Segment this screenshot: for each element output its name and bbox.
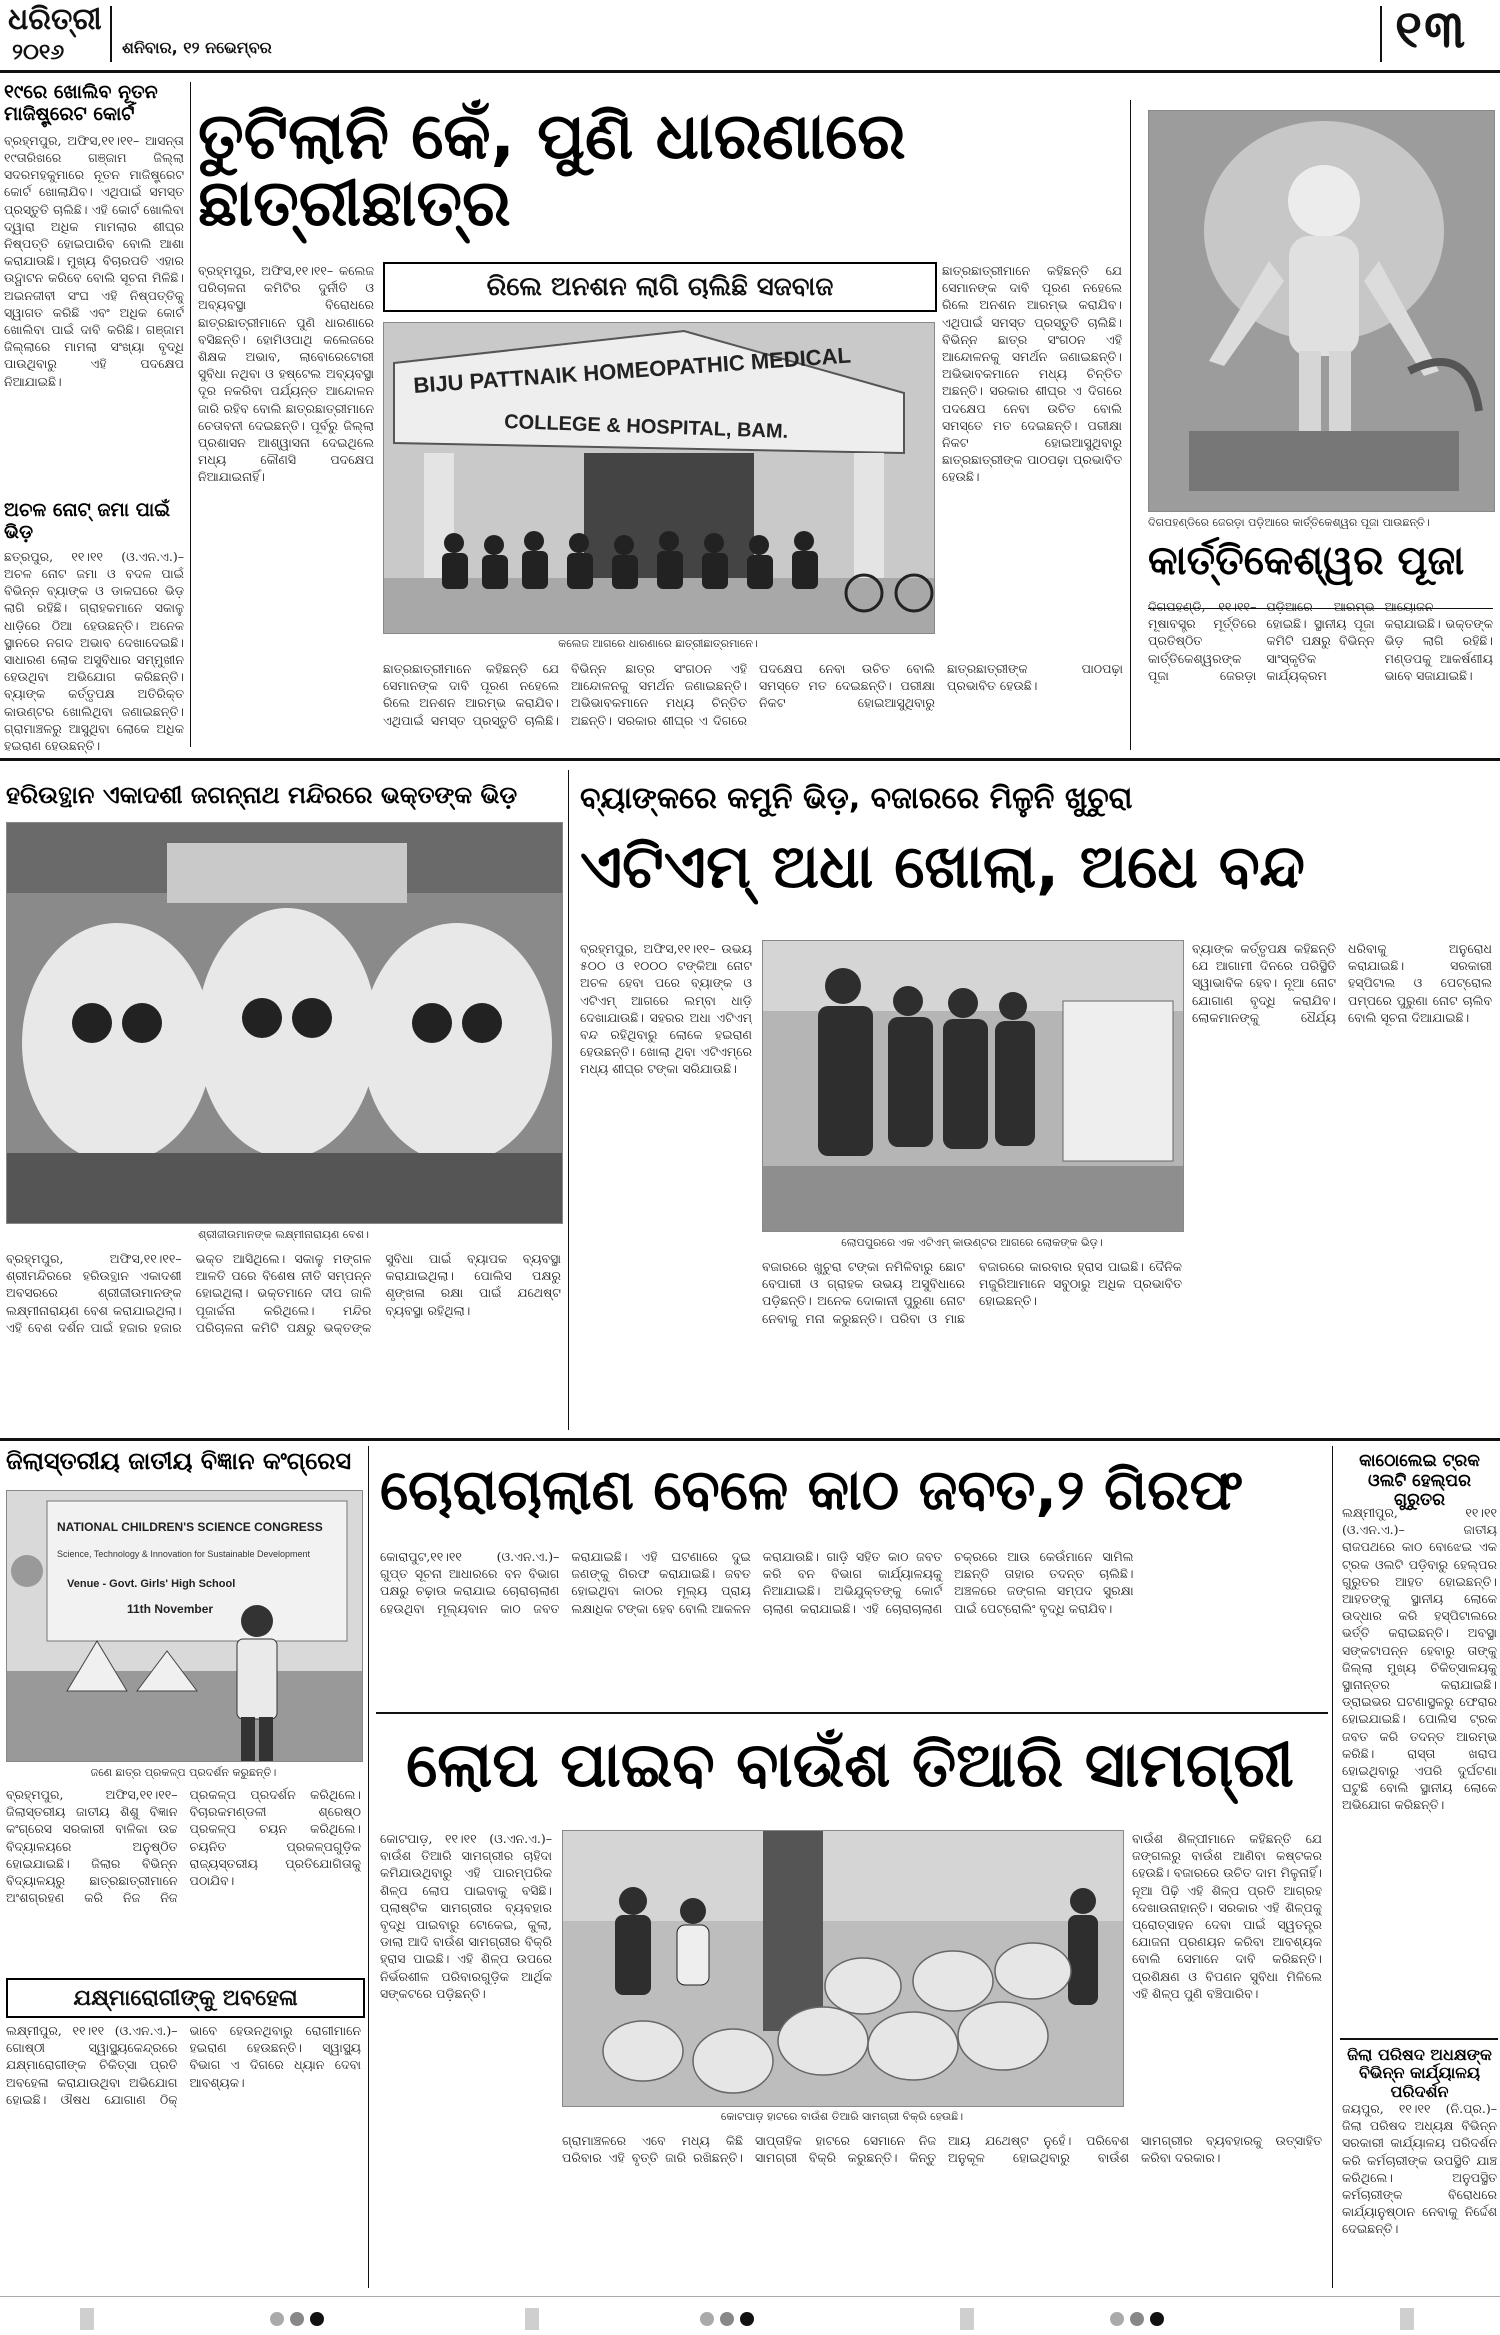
photo-caption: ଶ୍ରୀଜୀଉମାନଙ୍କ ଲକ୍ଷ୍ମୀନାରାୟଣ ବେଶ। xyxy=(198,1228,369,1241)
atm-queue-illustration xyxy=(763,941,1183,1231)
story-headline: ଅଚଳ ନୋଟ୍ ଜମା ପାଇଁ ଭିଡ଼ xyxy=(4,499,171,543)
registration-dot xyxy=(720,2312,734,2326)
registration-dot xyxy=(1150,2312,1164,2326)
atm-body-under-photo: ବଜାରରେ ଖୁଚୁରା ଟଙ୍କା ନମିଳିବାରୁ ଛୋଟ ବେପାରୀ ଓ ଗ୍ରାହକ ଉଭୟ ଅସୁବିଧାରେ ପଡ଼ିଛନ୍ତି। ଅନେକ ଦୋକାନୀ ପୁରୁଣା ନୋଟ ନେବାକୁ ମନା କରୁଛନ୍ତି। ପରିବା ଓ ମାଛ ବଜାରରେ କାରବାର ହ୍ରାସ ପାଇଛି। ଦୈନିକ ମଜୁରିଆମାନେ ସବୁଠାରୁ ଅଧିକ ପ୍ରଭାବିତ ହୋଇଛନ୍ତି। xyxy=(762,1259,1182,1326)
registration-square xyxy=(80,2308,94,2330)
masthead xyxy=(0,0,1500,70)
atm-queue-photo xyxy=(762,940,1184,1232)
tb-headline: ଯକ୍ଷ୍ମାରୋଗୀଙ୍କୁ ଅବହେଳା xyxy=(73,1985,298,2011)
story-headline: ୧୯ରେ ଖୋଲିବ ନୂତନ ମାଜିଷ୍ଟ୍ରେଟ କୋର୍ଟ xyxy=(4,81,158,125)
science-congress-photo xyxy=(6,1490,363,1762)
timber-body: କୋରାପୁଟ,୧୧।୧୧ (ଓ.ଏନ.ଏ.)– ଗୁପ୍ତ ସୂଚନା ଆଧାରରେ ବନ ବିଭାଗ ପକ୍ଷରୁ ଚଢ଼ାଉ କରାଯାଇ ଚୋରାଚାଲାଣ ହେଉଥିବା ମୂଲ୍ୟବାନ କାଠ ଜବତ କରାଯାଇଛି। ଏହି ଘଟଣାରେ ଦୁଇ ଜଣଙ୍କୁ ଗିରଫ କରାଯାଇଛି। ଜବତ ହୋଇଥିବା କାଠର ମୂଲ୍ୟ ପ୍ରାୟ ଲକ୍ଷାଧିକ ଟଙ୍କା ହେବ ବୋଲି ଆକଳନ କରାଯାଉଛି। ଗାଡ଼ି ସହିତ କାଠ ଜବତ କରି ବନ ବିଭାଗ କାର୍ଯ୍ୟାଳୟକୁ ନିଆଯାଇଛି। ଅଭିଯୁକ୍ତଙ୍କୁ କୋର୍ଟ ଚାଲାଣ କରାଯାଇଛି। ଏହି ଚୋରାଚାଲାଣ ଚକ୍ରରେ ଆଉ କେଉଁମାନେ ସାମିଲ ଅଛନ୍ତି ତାହାର ତଦନ୍ତ ଚାଲିଛି। ଅଞ୍ଚଳରେ ଜଙ୍ଗଲ ସମ୍ପଦ ସୁରକ୍ଷା ପାଇଁ ପେଟ୍ରୋଲିଂ ବୃଦ୍ଧି କରାଯିବ। xyxy=(380,1549,1134,1616)
story-headline: କାର୍ତ୍ତିକେଶ୍ୱର ପୂଜା xyxy=(1148,538,1465,584)
photo-caption: ଲୋପପୁରରେ ଏକ ଏଟିଏମ୍ କାଉଣ୍ଟର ଆଗରେ ଲୋକଙ୍କ ଭିଡ଼। xyxy=(841,1236,1103,1249)
truck-headline: କାଠୋଲେଇ ଟ୍ରକ ଓଲଟି ହେଲ୍‌ପର ଗୁରୁତର xyxy=(1359,1451,1480,1511)
temple-body: ବ୍ରହ୍ମପୁର, ଅଫିସ,୧୧।୧୧– ଶ୍ରୀମନ୍ଦିରରେ ହରିଉତ୍ଥାନ ଏକାଦଶୀ ଅବସରରେ ଶ୍ରୀଜୀଉମାନଙ୍କ ଲକ୍ଷ୍ମୀନାରାୟଣ ବେଶ କରାଯାଇଥିଲା। ଏହି ବେଶ ଦର୍ଶନ ପାଇଁ ହଜାର ହଜାର ଭକ୍ତ ଆସିଥିଲେ। ସକାଳୁ ମଙ୍ଗଳ ଆଳତି ପରେ ବିଶେଷ ନୀତି ସମ୍ପନ୍ନ ହୋଇଥିଲା। ଭକ୍ତମାନେ ଦୀପ ଜାଳି ପୂଜାର୍ଚ୍ଚନା କରିଥିଲେ। ମନ୍ଦିର ପରିଚାଳନା କମିଟି ପକ୍ଷରୁ ଭକ୍ତଙ୍କ ସୁବିଧା ପାଇଁ ବ୍ୟାପକ ବ୍ୟବସ୍ଥା କରାଯାଇଥିଲା। ପୋଲିସ ପକ୍ଷରୁ ଶୃଙ୍ଖଳା ରକ୍ଷା ପାଇଁ ଯଥେଷ୍ଟ ବ୍ୟବସ୍ଥା ରହିଥିଲା। xyxy=(6,1251,561,1335)
bamboo-headline: ଲୋପ ପାଇବ ବାଉଁଶ ତିଆରି ସାମଗ୍ରୀ xyxy=(406,1728,1294,1801)
page-number: ୧୩ xyxy=(1395,0,1467,60)
science-fair-illustration xyxy=(7,1491,362,1761)
headline-rule xyxy=(1148,608,1493,609)
column-rule xyxy=(1130,100,1131,750)
lead-subhead xyxy=(383,262,937,312)
story-old-notes xyxy=(4,499,184,753)
registration-dot xyxy=(1130,2312,1144,2326)
atm-kicker: ବ୍ୟାଙ୍କରେ କମୁନି ଭିଡ଼, ବଜାରରେ ମିଳୁନି ଖୁଚୁରା xyxy=(580,781,1133,816)
temple-headline: ହରିଉତ୍ଥାନ ଏକାଦଶୀ ଜଗନ୍ନାଥ ମନ୍ଦିରରେ ଭକ୍ତଙ୍କ ଭିଡ଼ xyxy=(6,781,518,809)
atm-body-left: ବ୍ରହ୍ମପୁର, ଅଫିସ,୧୧।୧୧– ଉଭୟ ୫୦୦ ଓ ୧୦୦୦ ଟଙ୍କିଆ ନୋଟ ଅଚଳ ହେବା ପରେ ବ୍ୟାଙ୍କ ଓ ଏଟିଏମ୍ ଆଗରେ ଲମ୍ବା ଧାଡ଼ି ଦେଖାଯାଉଛି। ସହରର ଅଧା ଏଟିଏମ୍ ବନ୍ଦ ରହିଥିବାରୁ ଲୋକେ ହଇରାଣ ହେଉଛନ୍ତି। ଖୋଲା ଥିବା ଏଟିଏମ୍‌ରେ ମଧ୍ୟ ଶୀଘ୍ର ଟଙ୍କା ସରିଯାଉଛି। xyxy=(580,941,752,1077)
story-body: ଦିଗପହଣ୍ଡି, ୧୧।୧୧– ମୂଷାବସ୍ତ୍ର ମୂର୍ତ୍ତିରେ ପ୍ରତିଷ୍ଠିତ କାର୍ତ୍ତିକେଶ୍ୱରଙ୍କ ପୂଜା ଜେରଡ଼ା ପଡ଼ିଆରେ ଆରମ୍ଭ ହୋଇଛି। ସ୍ଥାନୀୟ ପୂଜା କମିଟି ପକ୍ଷରୁ ବିଭିନ୍ନ ସାଂସ୍କୃତିକ କାର୍ଯ୍ୟକ୍ରମ ଆୟୋଜନ କରାଯାଇଛି। ଭକ୍ତଙ୍କ ଭିଡ଼ ଲାଗି ରହିଛି। ମଣ୍ଡପକୁ ଆକର୍ଷଣୀୟ ଭାବେ ସଜାଯାଇଛି। xyxy=(1148,599,1493,683)
college-protest-photo xyxy=(383,322,935,634)
registration-dot xyxy=(310,2312,324,2326)
story-new-court xyxy=(4,82,184,502)
deities-illustration xyxy=(7,823,562,1223)
registration-square xyxy=(1400,2308,1414,2330)
tb-body: ଲକ୍ଷ୍ମୀପୁର, ୧୧।୧୧ (ଓ.ଏନ.ଏ.)– ଗୋଷ୍ଠୀ ସ୍ୱାସ୍ଥ୍ୟକେନ୍ଦ୍ରରେ ଯକ୍ଷ୍ମାରୋଗୀଙ୍କ ଚିକିତ୍ସା ପ୍ରତି ଅବହେଳା କରାଯାଉଥିବା ଅଭିଯୋଗ ହୋଇଛି। ଔଷଧ ଯୋଗାଣ ଠିକ୍ ଭାବେ ହେଉନଥିବାରୁ ରୋଗୀମାନେ ହଇରାଣ ହେଉଛନ୍ତି। ସ୍ୱାସ୍ଥ୍ୟ ବିଭାଗ ଏ ଦିଗରେ ଧ୍ୟାନ ଦେବା ଆବଶ୍ୟକ। xyxy=(6,2023,361,2107)
registration-dot xyxy=(1110,2312,1124,2326)
column-rule xyxy=(1332,1446,1333,2288)
bamboo-products-photo xyxy=(562,1830,1124,2107)
college-building-illustration xyxy=(384,323,934,633)
masthead-rule xyxy=(0,70,1500,73)
paper-name: ଧରିତ୍ରୀ xyxy=(8,2,102,37)
registration-square xyxy=(960,2308,974,2330)
truck-body: ଲକ୍ଷ୍ମୀପୁର, ୧୧।୧୧ (ଓ.ଏନ.ଏ.)– ଜାତୀୟ ରାଜପଥରେ କାଠ ବୋଝେଇ ଏକ ଟ୍ରକ ଓଲଟି ପଡ଼ିବାରୁ ହେଲ୍‌ପର ଗୁରୁତର ଆହତ ହୋଇଛନ୍ତି। ଆହତଙ୍କୁ ସ୍ଥାନୀୟ ଲୋକେ ଉଦ୍ଧାର କରି ହସ୍ପିଟାଲରେ ଭର୍ତ୍ତି କରାଇଛନ୍ତି। ଅବସ୍ଥା ସଙ୍କଟାପନ୍ନ ହେବାରୁ ତାଙ୍କୁ ଜିଲ୍ଲା ମୁଖ୍ୟ ଚିକିତ୍ସାଳୟକୁ ସ୍ଥାନାନ୍ତର କରାଯାଇଛି। ଡ୍ରାଇଭର ଘଟଣାସ୍ଥଳରୁ ଫେରାର ହୋଇଯାଇଛି। ପୋଲିସ ଟ୍ରକ ଜବତ କରି ତଦନ୍ତ ଆରମ୍ଭ କରିଛି। ରାସ୍ତା ଖରାପ ହୋଇଥିବାରୁ ଏପରି ଦୁର୍ଘଟଣା ଘଟୁଛି ବୋଲି ସ୍ଥାନୀୟ ଲୋକେ ଅଭିଯୋଗ କରିଛନ୍ତି। xyxy=(1342,1505,1497,1813)
photo-caption: କଲେଜ ଆଗରେ ଧାରଣାରେ ଛାତ୍ରୀଛାତ୍ରମାନେ। xyxy=(558,637,758,650)
zilla-parishad-headline: ଜିଲା ପରିଷଦ ଅଧକ୍ଷଙ୍କ ବିଭିନ୍ନ କାର୍ଯ୍ୟାଳୟ ପରିଦର୍ଶନ xyxy=(1347,2045,1492,2101)
photo-caption: ଦିଗପହଣ୍ଡିରେ ଜେରଡ଼ା ପଡ଼ିଆରେ କାର୍ତ୍ତିକେଶ୍ୱର ପୂଜା ପାଉଛନ୍ତି। xyxy=(1148,516,1430,529)
page-number-divider xyxy=(1380,6,1382,62)
lead-headline: ତୁଟିଲାନି କେଁ, ପୁଣି ଧାରଣାରେ ଛାତ୍ରୀଛାତ୍ର xyxy=(198,100,906,242)
column-rule xyxy=(368,1446,369,2288)
story-rule xyxy=(376,1712,1328,1714)
tb-headline-box xyxy=(6,1978,365,2018)
registration-dot xyxy=(270,2312,284,2326)
lead-body-under-photo: ଛାତ୍ରଛାତ୍ରୀମାନେ କହିଛନ୍ତି ଯେ ସେମାନଙ୍କ ଦାବି ପୂରଣ ନହେଲେ ରିଲେ ଅନଶନ ଆରମ୍ଭ କରାଯିବ। ଏଥିପାଇଁ ସମସ୍ତ ପ୍ରସ୍ତୁତି ଚାଲିଛି। ବିଭିନ୍ନ ଛାତ୍ର ସଂଗଠନ ଏହି ଆନ୍ଦୋଳନକୁ ସମର୍ଥନ ଜଣାଇଛନ୍ତି। ଅଭିଭାବକମାନେ ମଧ୍ୟ ଚିନ୍ତିତ ଅଛନ୍ତି। ସରକାର ଶୀଘ୍ର ଏ ଦିଗରେ ପଦକ୍ଷେପ ନେବା ଉଚିତ ବୋଲି ସମସ୍ତେ ମତ ଦେଇଛନ୍ତି। ପରୀକ୍ଷା ନିକଟ ହୋଇଆସୁଥିବାରୁ ଛାତ୍ରଛାତ୍ରୀଙ୍କ ପାଠପଢ଼ା ପ୍ରଭାବିତ ହେଉଛି। xyxy=(383,661,1123,728)
section-rule xyxy=(0,758,1500,761)
story-kartikeswar xyxy=(1148,538,1493,748)
subhead-text: ରିଲେ ଅନଶନ ଲାଗି ଚାଲିଛି ସଜବାଜ xyxy=(486,271,834,302)
registration-dot xyxy=(290,2312,304,2326)
lead-body-left: ବ୍ରହ୍ମପୁର, ଅଫିସ,୧୧।୧୧– କଲେଜ ପରିଚାଳନା କମିଟିର ଦୁର୍ନୀତି ଓ ଅବ୍ୟବସ୍ଥା ବିରୋଧରେ ଛାତ୍ରଛାତ୍ରୀମାନେ ପୁଣି ଧାରଣାରେ ବସିଛନ୍ତି। ହୋମିଓପାଥି କଲେଜରେ ଶିକ୍ଷକ ଅଭାବ, ଲାବୋରେଟୋରୀ ସୁବିଧା ନଥିବା ଓ ହଷ୍ଟେଲ ଅବ୍ୟବସ୍ଥା ଦୂର ନକରିବା ପର୍ଯ୍ୟନ୍ତ ଆନ୍ଦୋଳନ ଜାରି ରହିବ ବୋଲି ଛାତ୍ରଛାତ୍ରୀମାନେ ଚେତାବନୀ ଦେଇଛନ୍ତି। ପୂର୍ବରୁ ଜିଲ୍ଲା ପ୍ରଶାସନ ଆଶ୍ୱାସନା ଦେଇଥିଲେ ମଧ୍ୟ କୌଣସି ପଦକ୍ଷେପ ନିଆଯାଇନାହିଁ। xyxy=(198,263,374,485)
bamboo-body-right: ବାଉଁଶ ଶିଳ୍ପୀମାନେ କହିଛନ୍ତି ଯେ ଜଙ୍ଗଲରୁ ବାଉଁଶ ଆଣିବା କଷ୍ଟକର ହେଉଛି। ବଜାରରେ ଉଚିତ ଦାମ ମିଳୁନାହିଁ। ନୂଆ ପିଢ଼ି ଏହି ଶିଳ୍ପ ପ୍ରତି ଆଗ୍ରହ ଦେଖାଉନାହାନ୍ତି। ସରକାର ଏହି ଶିଳ୍ପକୁ ପ୍ରୋତ୍ସାହନ ଦେବା ପାଇଁ ସ୍ୱତନ୍ତ୍ର ଯୋଜନା ପ୍ରଣୟନ କରିବା ଆବଶ୍ୟକ ବୋଲି ସେମାନେ ଦାବି କରିଛନ୍ତି। ପ୍ରଶିକ୍ଷଣ ଓ ବିପଣନ ସୁବିଧା ମିଳିଲେ ଏହି ଶିଳ୍ପ ପୁଣି ବଞ୍ଚିପାରିବ। xyxy=(1132,1831,1322,2001)
sign-line-2: COLLEGE & HOSPITAL, BAM. xyxy=(503,411,789,443)
sign-line-1: BIJU PATTNAIK HOMEOPATHIC MEDICAL xyxy=(412,342,852,398)
story-rule xyxy=(1340,2038,1498,2040)
kartikeswar-idol-photo xyxy=(1148,110,1495,512)
banner-line-4: 11th November xyxy=(127,1602,214,1616)
atm-body-right: ବ୍ୟାଙ୍କ କର୍ତ୍ତୃପକ୍ଷ କହିଛନ୍ତି ଯେ ଆଗାମୀ ଦିନରେ ପରିସ୍ଥିତି ସ୍ୱାଭାବିକ ହେବ। ନୂଆ ନୋଟ ଯୋଗାଣ ବୃଦ୍ଧି କରାଯିବ। ଲୋକମାନଙ୍କୁ ଧୈର୍ଯ୍ୟ ଧରିବାକୁ ଅନୁରୋଧ କରାଯାଇଛି। ସରକାରୀ ହସ୍ପିଟାଲ ଓ ପେଟ୍ରୋଲ ପମ୍ପରେ ପୁରୁଣା ନୋଟ ଚାଲିବ ବୋଲି ସୂଚନା ଦିଆଯାଇଛି। xyxy=(1192,941,1492,1025)
registration-dot xyxy=(740,2312,754,2326)
date-line: ଶନିବାର, ୧୨ ନଭେମ୍ବର xyxy=(122,38,272,57)
bamboo-baskets-illustration xyxy=(563,1831,1123,2106)
section-rule xyxy=(0,1438,1500,1441)
banner-line-3: Venue - Govt. Girls' High School xyxy=(67,1578,236,1590)
column-rule xyxy=(568,770,569,1430)
story-body: ଛତ୍ରପୁର, ୧୧।୧୧ (ଓ.ଏନ.ଏ.)– ଅଚଳ ନୋଟ ଜମା ଓ ବଦଳ ପାଇଁ ବିଭିନ୍ନ ବ୍ୟାଙ୍କ ଓ ଡାକଘରେ ଭିଡ଼ ଲାଗି ରହିଛି। ଗ୍ରାହକମାନେ ସକାଳୁ ଧାଡ଼ିରେ ଠିଆ ହେଉଛନ୍ତି। ଅନେକ ସ୍ଥାନରେ ନଗଦ ଅଭାବ ଦେଖାଦେଇଛି। ସାଧାରଣ ଲୋକ ଅସୁବିଧାର ସମ୍ମୁଖୀନ ହେଉଥିବା ଅଭିଯୋଗ କରିଛନ୍ତି। ବ୍ୟାଙ୍କ କର୍ତ୍ତୃପକ୍ଷ ଅତିରିକ୍ତ କାଉଣ୍ଟର ଖୋଲିଥିବା ଜଣାଇଛନ୍ତି। ଗ୍ରାମାଞ୍ଚଳରୁ ଆସୁଥିବା ଲୋକେ ଅଧିକ ହଇରାଣ ହେଉଛନ୍ତି। xyxy=(4,548,184,753)
idol-illustration xyxy=(1149,111,1494,511)
photo-caption: ଜଣେ ଛାତ୍ର ପ୍ରକଳ୍ପ ପ୍ରଦର୍ଶନ କରୁଛନ୍ତି। xyxy=(90,1766,277,1779)
footer-rule xyxy=(0,2296,1500,2297)
jagannath-deities-photo xyxy=(6,822,563,1224)
masthead-divider xyxy=(110,6,112,62)
bamboo-body-bottom: ଗ୍ରାମାଞ୍ଚଳରେ ଏବେ ମଧ୍ୟ କିଛି ପରିବାର ଏହି ବୃତ୍ତି ଜାରି ରଖିଛନ୍ତି। ସାପ୍ତାହିକ ହାଟରେ ସେମାନେ ନିଜ ସାମଗ୍ରୀ ବିକ୍ରି କରୁଛନ୍ତି। କିନ୍ତୁ ଆୟ ଯଥେଷ୍ଟ ନୁହେଁ। ପରିବେଶ ଅନୁକୂଳ ହୋଇଥିବାରୁ ବାଉଁଶ ସାମଗ୍ରୀର ବ୍ୟବହାରକୁ ଉତ୍ସାହିତ କରିବା ଦରକାର। xyxy=(562,2133,1322,2166)
registration-square xyxy=(525,2308,539,2330)
banner-line-2: Science, Technology & Innovation for Sustainable Development xyxy=(57,1549,310,1559)
story-body: ବ୍ରହ୍ମପୁର, ଅଫିସ,୧୧।୧୧– ଆସନ୍ତା ୧୯ତାରିଖରେ ଗଞ୍ଜାମ ଜିଲ୍ଲା ସଦରମହକୁମାରେ ନୂତନ ମାଜିଷ୍ଟ୍ରେଟ କୋର୍ଟ ଖୋଲାଯିବ। ଏଥିପାଇଁ ସମସ୍ତ ପ୍ରସ୍ତୁତି ଚାଲିଛି। ଏହି କୋର୍ଟ ଖୋଲିବା ଦ୍ୱାରା ଅଧିକ ମାମଲାର ଶୀଘ୍ର ନିଷ୍ପତ୍ତି ହୋଇପାରିବ ବୋଲି ଆଶା କରାଯାଉଛି। ମୁଖ୍ୟ ବିଚାରପତି ଏହାର ଉଦ୍ଘାଟନ କରିବେ ବୋଲି ସୂଚନା ମିଳିଛି। ଅଇନଜୀବୀ ସଂଘ ଏହି ନିଷ୍ପତ୍ତିକୁ ସ୍ୱାଗତ କରିଛି ଏବଂ ଅଧିକ କୋର୍ଟ ଖୋଲିବା ପାଇଁ ଦାବି କରିଛି। ଗଞ୍ଜାମ ଜିଲ୍ଲାରେ ମାମଲା ସଂଖ୍ୟା ବୃଦ୍ଧି ପାଉଥିବାରୁ ଏହି ପଦକ୍ଷେପ ନିଆଯାଇଛି। xyxy=(4,132,184,389)
column-rule xyxy=(190,82,191,747)
atm-headline: ଏଟିଏମ୍ ଅଧା ଖୋଲା, ଅଧେ ବନ୍ଦ xyxy=(580,832,1305,902)
science-congress-body: ବ୍ରହ୍ମପୁର, ଅଫିସ,୧୧।୧୧– ଜିଲାସ୍ତରୀୟ ଜାତୀୟ ଶିଶୁ ବିଜ୍ଞାନ କଂଗ୍ରେସ ସରକାରୀ ବାଳିକା ଉଚ୍ଚ ବିଦ୍ୟାଳୟରେ ଅନୁଷ୍ଠିତ ହୋଇଯାଇଛି। ଜିଲାର ବିଭିନ୍ନ ବିଦ୍ୟାଳୟରୁ ଛାତ୍ରଛାତ୍ରୀମାନେ ଅଂଶଗ୍ରହଣ କରି ନିଜ ନିଜ ପ୍ରକଳ୍ପ ପ୍ରଦର୍ଶନ କରିଥିଲେ। ବିଚାରକମଣ୍ଡଳୀ ଶ୍ରେଷ୍ଠ ପ୍ରକଳ୍ପ ଚୟନ କରିଥିଲେ। ଚୟନିତ ପ୍ରକଳ୍ପଗୁଡ଼ିକ ରାଜ୍ୟସ୍ତରୀୟ ପ୍ରତିଯୋଗିତାକୁ ପଠାଯିବ। xyxy=(6,1787,361,1906)
masthead-year: ୨୦୧୬ xyxy=(12,40,65,65)
zilla-parishad-body: ଜୟପୁର, ୧୧।୧୧ (ନି.ପ୍ର.)– ଜିଲା ପରିଷଦ ଅଧ୍ୟକ୍ଷ ବିଭିନ୍ନ ସରକାରୀ କାର୍ଯ୍ୟାଳୟ ପରିଦର୍ଶନ କରି କର୍ମଚାରୀଙ୍କ ଉପସ୍ଥିତି ଯାଞ୍ଚ କରିଥିଲେ। ଅନୁପସ୍ଥିତ କର୍ମଚାରୀଙ୍କ ବିରୋଧରେ କାର୍ଯ୍ୟାନୁଷ୍ଠାନ ନେବାକୁ ନିର୍ଦ୍ଦେଶ ଦେଇଛନ୍ତି। xyxy=(1342,2101,1497,2237)
timber-headline: ଚୋରାଚାଲାଣ ବେଳେ କାଠ ଜବତ,୨ ଗିରଫ xyxy=(380,1458,1244,1523)
bamboo-body-left: କୋଟପାଡ଼, ୧୧।୧୧ (ଓ.ଏନ.ଏ.)– ବାଉଁଶ ତିଆରି ସାମଗ୍ରୀର ଚାହିଦା କମିଯାଉଥିବାରୁ ଏହି ପାରମ୍ପରିକ ଶିଳ୍ପ ଲୋପ ପାଇବାକୁ ବସିଛି। ପ୍ଲାଷ୍ଟିକ ସାମଗ୍ରୀର ବ୍ୟବହାର ବୃଦ୍ଧି ପାଇବାରୁ ଟୋକେଇ, କୁଲା, ଡାଲା ଆଦି ବାଉଁଶ ସାମଗ୍ରୀର ବିକ୍ରି ହ୍ରାସ ପାଇଛି। ଏହି ଶିଳ୍ପ ଉପରେ ନିର୍ଭରଶୀଳ ପରିବାରଗୁଡ଼ିକ ଆର୍ଥିକ ସଙ୍କଟରେ ପଡ଼ିଛନ୍ତି। xyxy=(380,1831,552,2001)
science-congress-headline: ଜିଲାସ୍ତରୀୟ ଜାତୀୟ ବିଜ୍ଞାନ କଂଗ୍ରେସ xyxy=(6,1447,352,1475)
photo-caption: କୋଟପାଡ଼ ହାଟରେ ବାଉଁଶ ତିଆରି ସାମଗ୍ରୀ ବିକ୍ରି ହେଉଛି। xyxy=(720,2110,964,2123)
banner-line-1: NATIONAL CHILDREN'S SCIENCE CONGRESS xyxy=(57,1520,323,1534)
lead-body-right: ଛାତ୍ରଛାତ୍ରୀମାନେ କହିଛନ୍ତି ଯେ ସେମାନଙ୍କ ଦାବି ପୂରଣ ନହେଲେ ରିଲେ ଅନଶନ ଆରମ୍ଭ କରାଯିବ। ଏଥିପାଇଁ ସମସ୍ତ ପ୍ରସ୍ତୁତି ଚାଲିଛି। ବିଭିନ୍ନ ଛାତ୍ର ସଂଗଠନ ଏହି ଆନ୍ଦୋଳନକୁ ସମର୍ଥନ ଜଣାଇଛନ୍ତି। ଅଭିଭାବକମାନେ ମଧ୍ୟ ଚିନ୍ତିତ ଅଛନ୍ତି। ସରକାର ଶୀଘ୍ର ଏ ଦିଗରେ ପଦକ୍ଷେପ ନେବା ଉଚିତ ବୋଲି ସମସ୍ତେ ମତ ଦେଇଛନ୍ତି। ପରୀକ୍ଷା ନିକଟ ହୋଇଆସୁଥିବାରୁ ଛାତ୍ରଛାତ୍ରୀଙ୍କ ପାଠପଢ଼ା ପ୍ରଭାବିତ ହେଉଛି। xyxy=(942,263,1122,485)
registration-dot xyxy=(700,2312,714,2326)
